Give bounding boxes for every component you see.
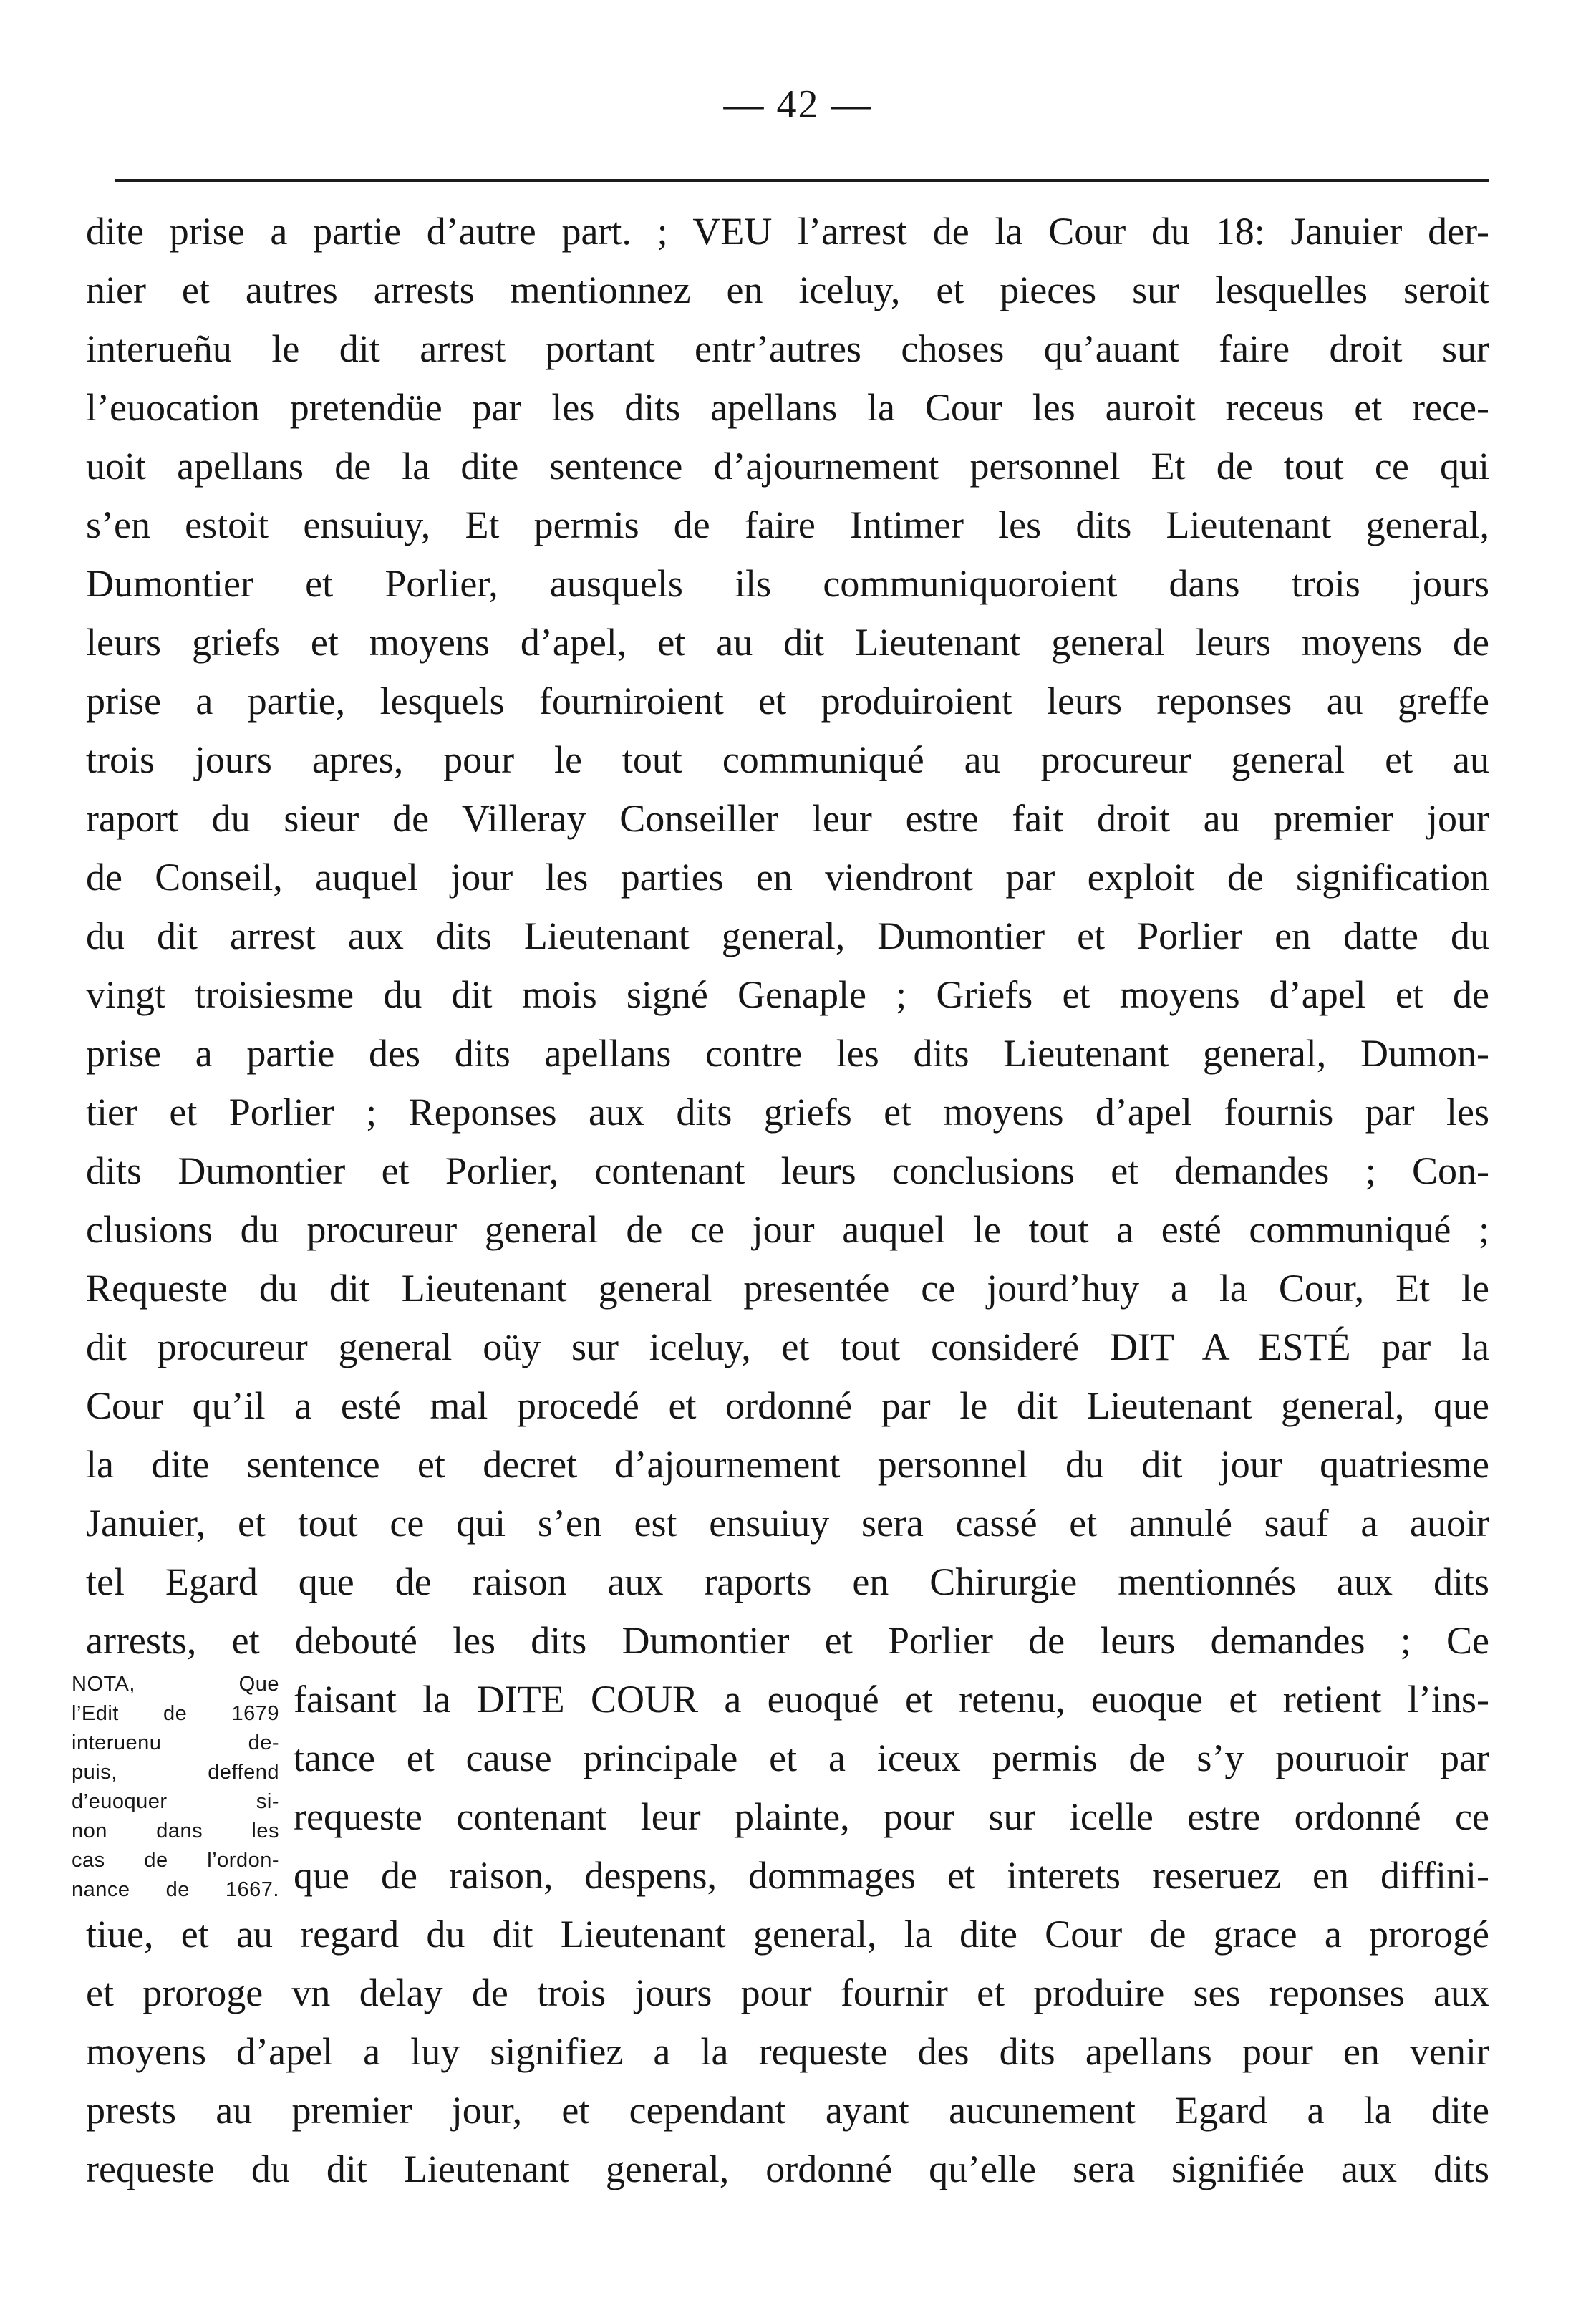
text-line: Januier, et tout ce qui s’en est ensuiuy sera cassé et annulé sauf a auoir [86, 1502, 1489, 1545]
margin-note-line: puis, deffend [72, 1761, 279, 1784]
text-line: dit procureur general oüy sur iceluy, et tout consideré DIT A ESTÉ par la [86, 1325, 1489, 1368]
text-line: prests au premier jour, et cependant ayant aucunement Egard a la dite [86, 2089, 1489, 2132]
text-line: faisant la DITE COUR a euoqué et retenu, euoque et retient l’ins- [294, 1678, 1489, 1721]
text-line: uoit apellans de la dite sentence d’ajournement personnel Et de tout ce qui [86, 445, 1489, 488]
text-line: du dit arrest aux dits Lieutenant general, Dumontier et Porlier en datte du [86, 914, 1489, 957]
text-line: vingt troisiesme du dit mois signé Genaple ; Griefs et moyens d’apel et de [86, 973, 1489, 1016]
text-line: raport du sieur de Villeray Conseiller leur estre fait droit au premier jour [86, 797, 1489, 840]
text-line: dite prise a partie d’autre part. ; VEU l’arrest de la Cour du 18: Januier der- [86, 210, 1489, 253]
text-line: prise a partie, lesquels fourniroient et produiroient leurs reponses au greffe [86, 680, 1489, 723]
text-line: tier et Porlier ; Reponses aux dits griefs et moyens d’apel fournis par les [86, 1091, 1489, 1134]
text-line: requeste contenant leur plainte, pour sur icelle estre ordonné ce [294, 1795, 1489, 1838]
margin-note-line: nance de 1667. [72, 1878, 279, 1901]
text-line: tiue, et au regard du dit Lieutenant general, la dite Cour de grace a prorogé [86, 1913, 1489, 1956]
margin-note-line: NOTA, Que [72, 1673, 279, 1696]
text-line: l’euocation pretendüe par les dits apellans la Cour les auroit receus et rece- [86, 386, 1489, 429]
text-line: clusions du procureur general de ce jour auquel le tout a esté communiqué ; [86, 1208, 1489, 1251]
text-line: arrests, et debouté les dits Dumontier et Porlier de leurs demandes ; Ce [86, 1619, 1489, 1662]
margin-note-line: d’euoquer si- [72, 1790, 279, 1813]
margin-note-line: non dans les [72, 1820, 279, 1842]
text-line: Cour qu’il a esté mal procedé et ordonné par le dit Lieutenant general, que [86, 1384, 1489, 1427]
text-line: leurs griefs et moyens d’apel, et au dit Lieutenant general leurs moyens de [86, 621, 1489, 664]
text-line: et proroge vn delay de trois jours pour fournir et produire ses reponses aux [86, 1971, 1489, 2014]
text-line: s’en estoit ensuiuy, Et permis de faire Intimer les dits Lieutenant general, [86, 503, 1489, 546]
text-line: interueñu le dit arrest portant entr’autres choses qu’auant faire droit sur [86, 327, 1489, 370]
text-line: tance et cause principale et a iceux permis de s’y pouruoir par [294, 1736, 1489, 1779]
text-line: dits Dumontier et Porlier, contenant leurs conclusions et demandes ; Con- [86, 1149, 1489, 1192]
header-rule [115, 179, 1489, 182]
text-line: nier et autres arrests mentionnez en iceluy, et pieces sur lesquelles seroit [86, 269, 1489, 311]
text-line: requeste du dit Lieutenant general, ordonné qu’elle sera signifiée aux dits [86, 2147, 1489, 2190]
margin-note-line: l’Edit de 1679 [72, 1702, 279, 1725]
page-number: — 42 — [723, 82, 873, 127]
margin-note-line: interuenu de- [72, 1731, 279, 1754]
text-line: de Conseil, auquel jour les parties en viendront par exploit de signification [86, 856, 1489, 899]
margin-note [72, 1670, 279, 1905]
text-line: Dumontier et Porlier, ausquels ils communiquoroient dans trois jours [86, 562, 1489, 605]
text-line: prise a partie des dits apellans contre les dits Lieutenant general, Dumon- [86, 1032, 1489, 1075]
text-line: que de raison, despens, dommages et interets reseruez en diffini- [294, 1854, 1489, 1897]
text-line: moyens d’apel a luy signifiez a la requeste des dits apellans pour en venir [86, 2030, 1489, 2073]
text-line: trois jours apres, pour le tout communiqué au procureur general et au [86, 738, 1489, 781]
text-line: Requeste du dit Lieutenant general presentée ce jourd’huy a la Cour, Et le [86, 1267, 1489, 1310]
text-line: tel Egard que de raison aux raports en Chirurgie mentionnés aux dits [86, 1560, 1489, 1603]
body-text [86, 202, 1489, 2198]
margin-note-line: cas de l’ordon- [72, 1849, 279, 1872]
text-line: la dite sentence et decret d’ajournement personnel du dit jour quatriesme [86, 1443, 1489, 1486]
